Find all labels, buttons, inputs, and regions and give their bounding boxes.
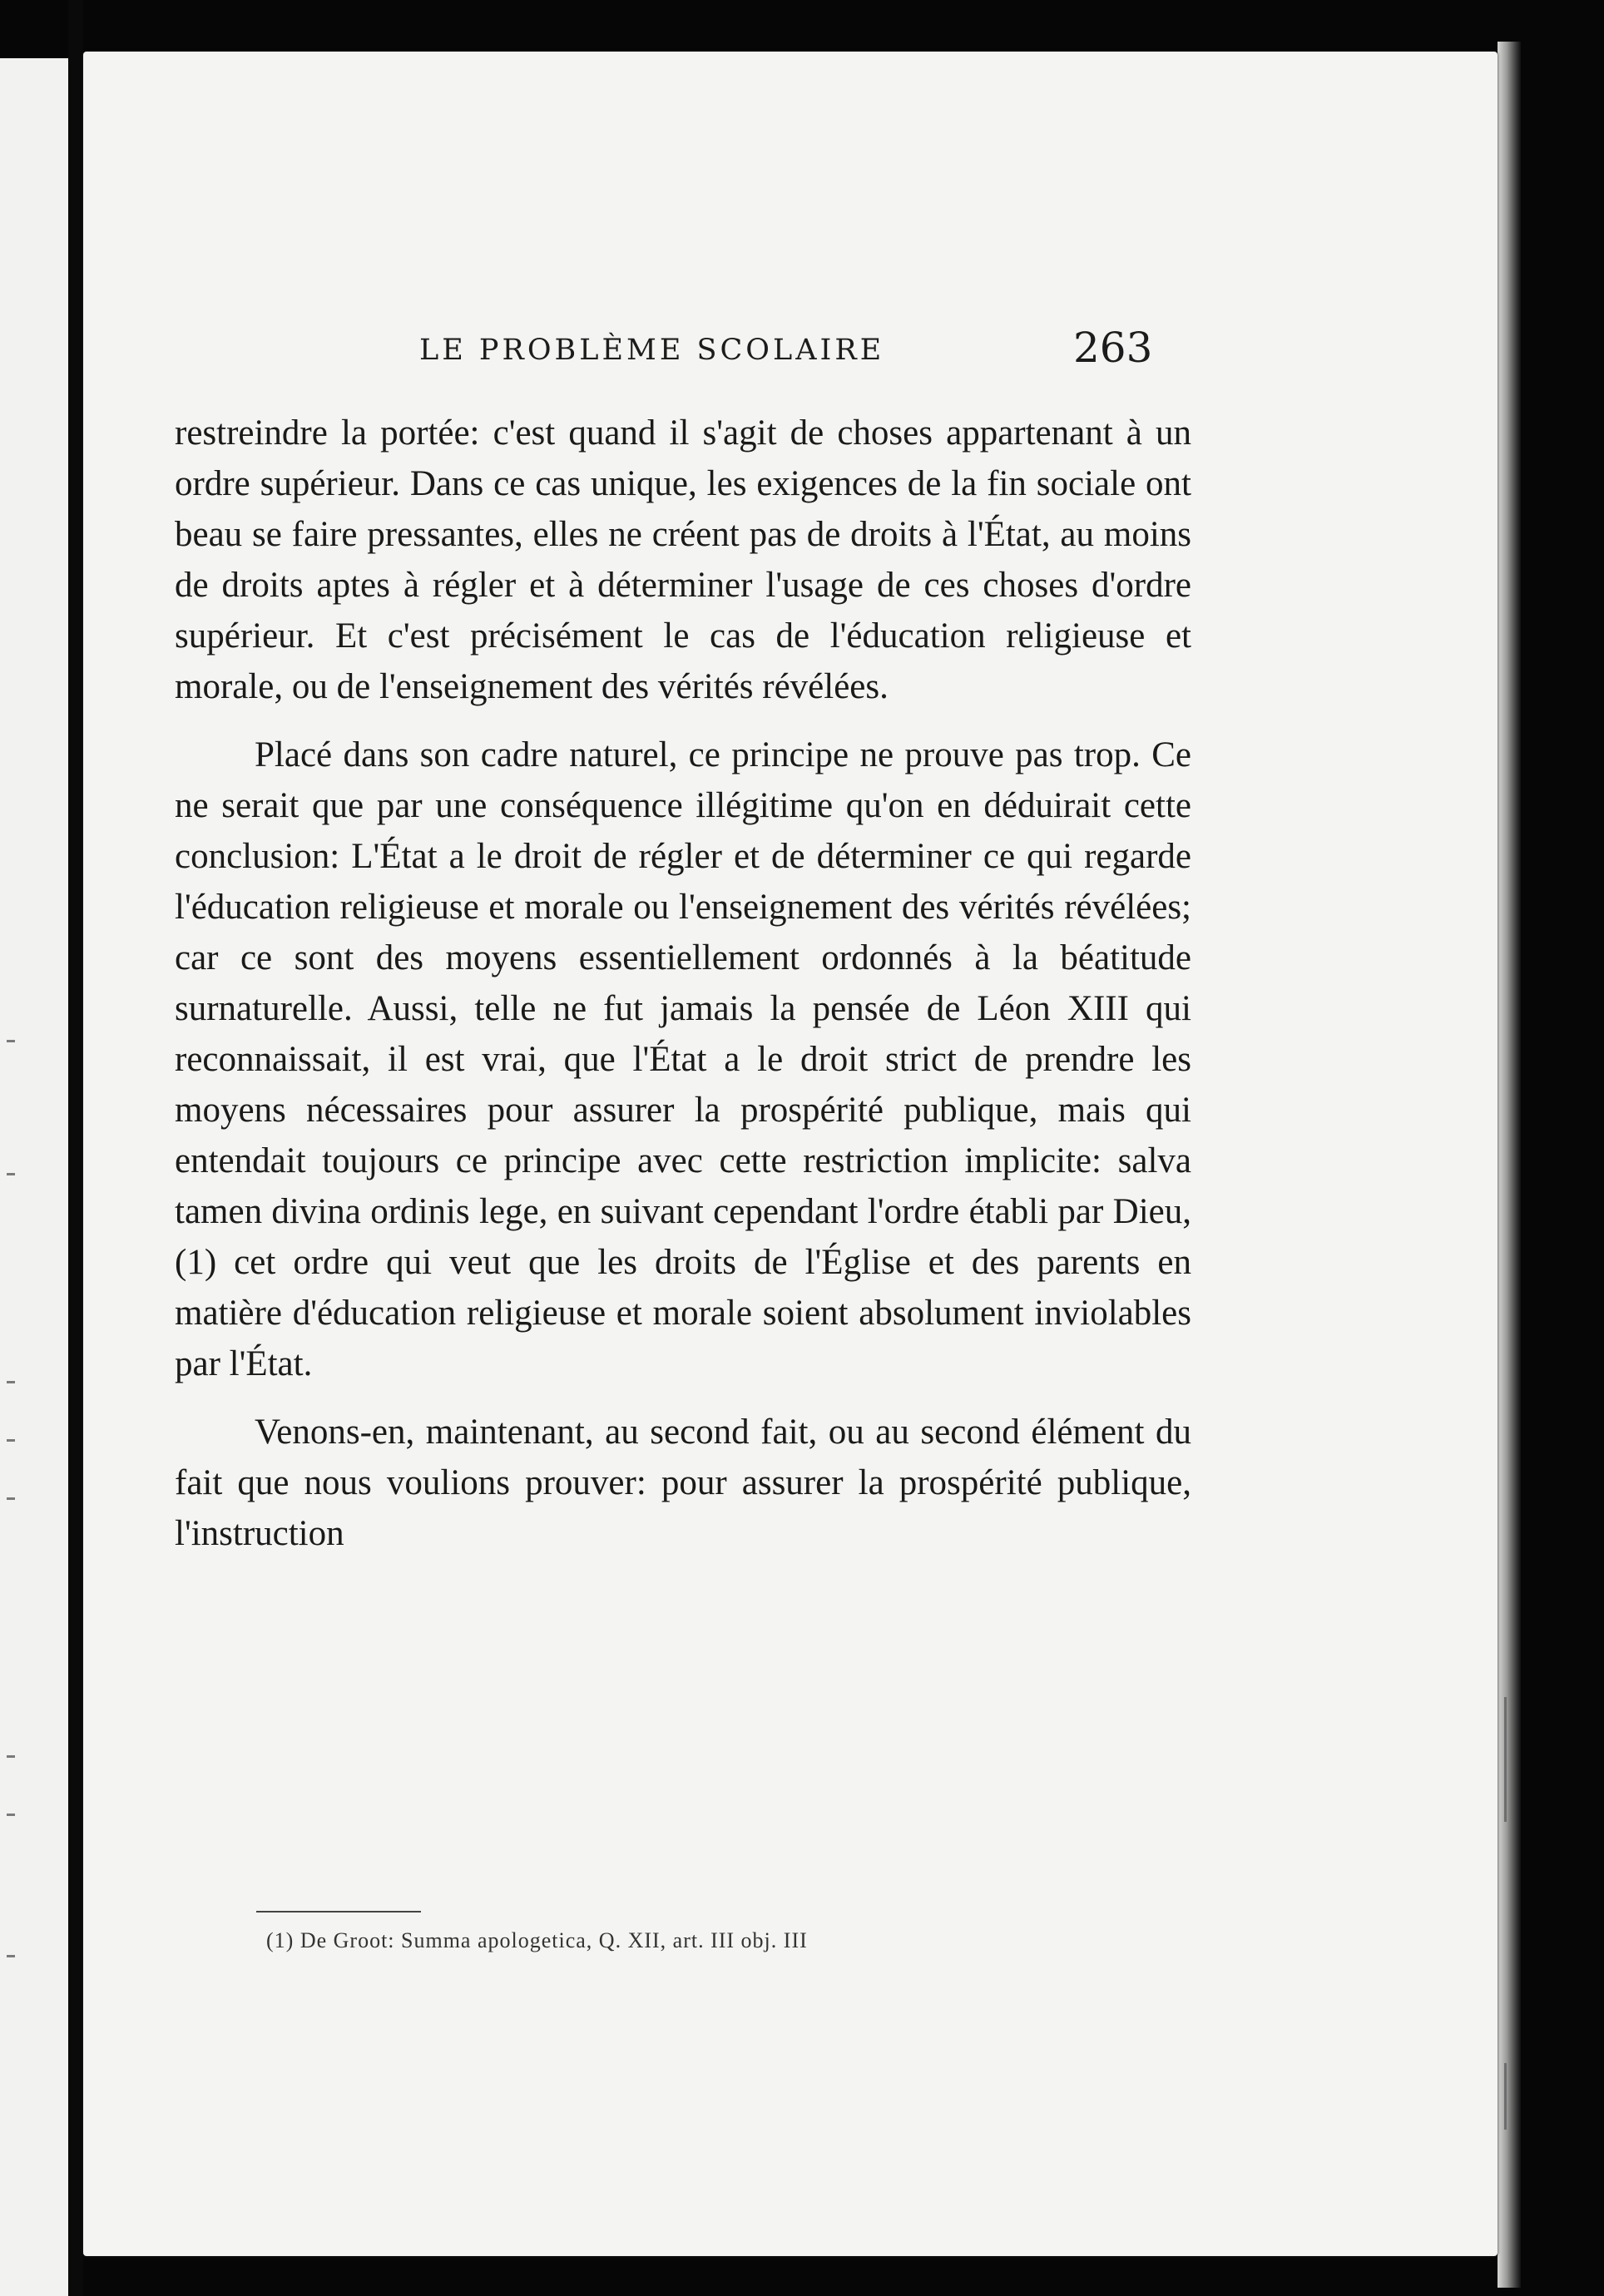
stray-mark [7, 1439, 15, 1442]
edge-mark [1504, 1697, 1507, 1822]
stray-mark [7, 1381, 15, 1383]
page-number: 263 [1073, 324, 1153, 372]
paragraph: restreindre la portée: c'est quand il s'agit de choses appartenant à un ordre supérieur. Dans ce cas unique, les exigences de la fin sociale ont beau se faire pressantes, elles ne créent pas de droits à l'État, au moins de droits aptes à régler et à déterminer l'usage de ces choses d'ordre supérieur. Et c'est précisément le cas de l'éducation religieuse et morale, ou de l'enseignement des vérités révélées. [175, 413, 1191, 706]
footnote-rule [256, 1911, 421, 1913]
stray-mark [7, 1955, 15, 1957]
stray-mark [7, 1814, 15, 1816]
book-gutter [68, 0, 83, 2296]
page-header [333, 324, 1165, 379]
edge-mark [1504, 2063, 1507, 2130]
paragraph: Venons-en, maintenant, au second fait, ou au second élément du fait que nous voulions prouver: pour assurer la prospérité publique, l'instruction [175, 1413, 1191, 1553]
stray-mark [7, 1755, 15, 1758]
footnote: (1) De Groot: Summa apologetica, Q. XII, art. III obj. III [266, 1928, 808, 1952]
stray-mark [7, 1040, 15, 1042]
body-text [175, 408, 1191, 1559]
paragraph: Placé dans son cadre naturel, ce principe ne prouve pas trop. Ce ne serait que par une conséquence illégitime qu'on en déduirait cette conclusion: L'État a le droit de régler et de déterminer ce qui regarde l'éducation religieuse et morale ou l'enseignement des vérités révélées; car ce sont des moyens essentiellement ordonnés à la béatitude surnaturelle. Aussi, telle ne fut jamais la pensée de Léon XIII qui reconnaissait, il est vrai, que l'État a le droit strict de prendre les moyens nécessaires pour assurer la prospérité publique, mais qui entendait toujours ce principe avec cette restriction implicite: salva tamen divina ordinis lege, en suivant cependant l'ordre établi par Dieu,(1) cet ordre qui veut que les droits de l'Église et des parents en matière d'éducation religieuse et morale soient absolument inviolables par l'État. [175, 735, 1191, 1383]
running-head: LE PROBLÈME SCOLAIRE [419, 334, 885, 367]
stray-mark [7, 1173, 15, 1175]
facing-page-edge [0, 58, 68, 2296]
stray-mark [7, 1497, 15, 1500]
page-stack-edge [1498, 42, 1521, 2288]
